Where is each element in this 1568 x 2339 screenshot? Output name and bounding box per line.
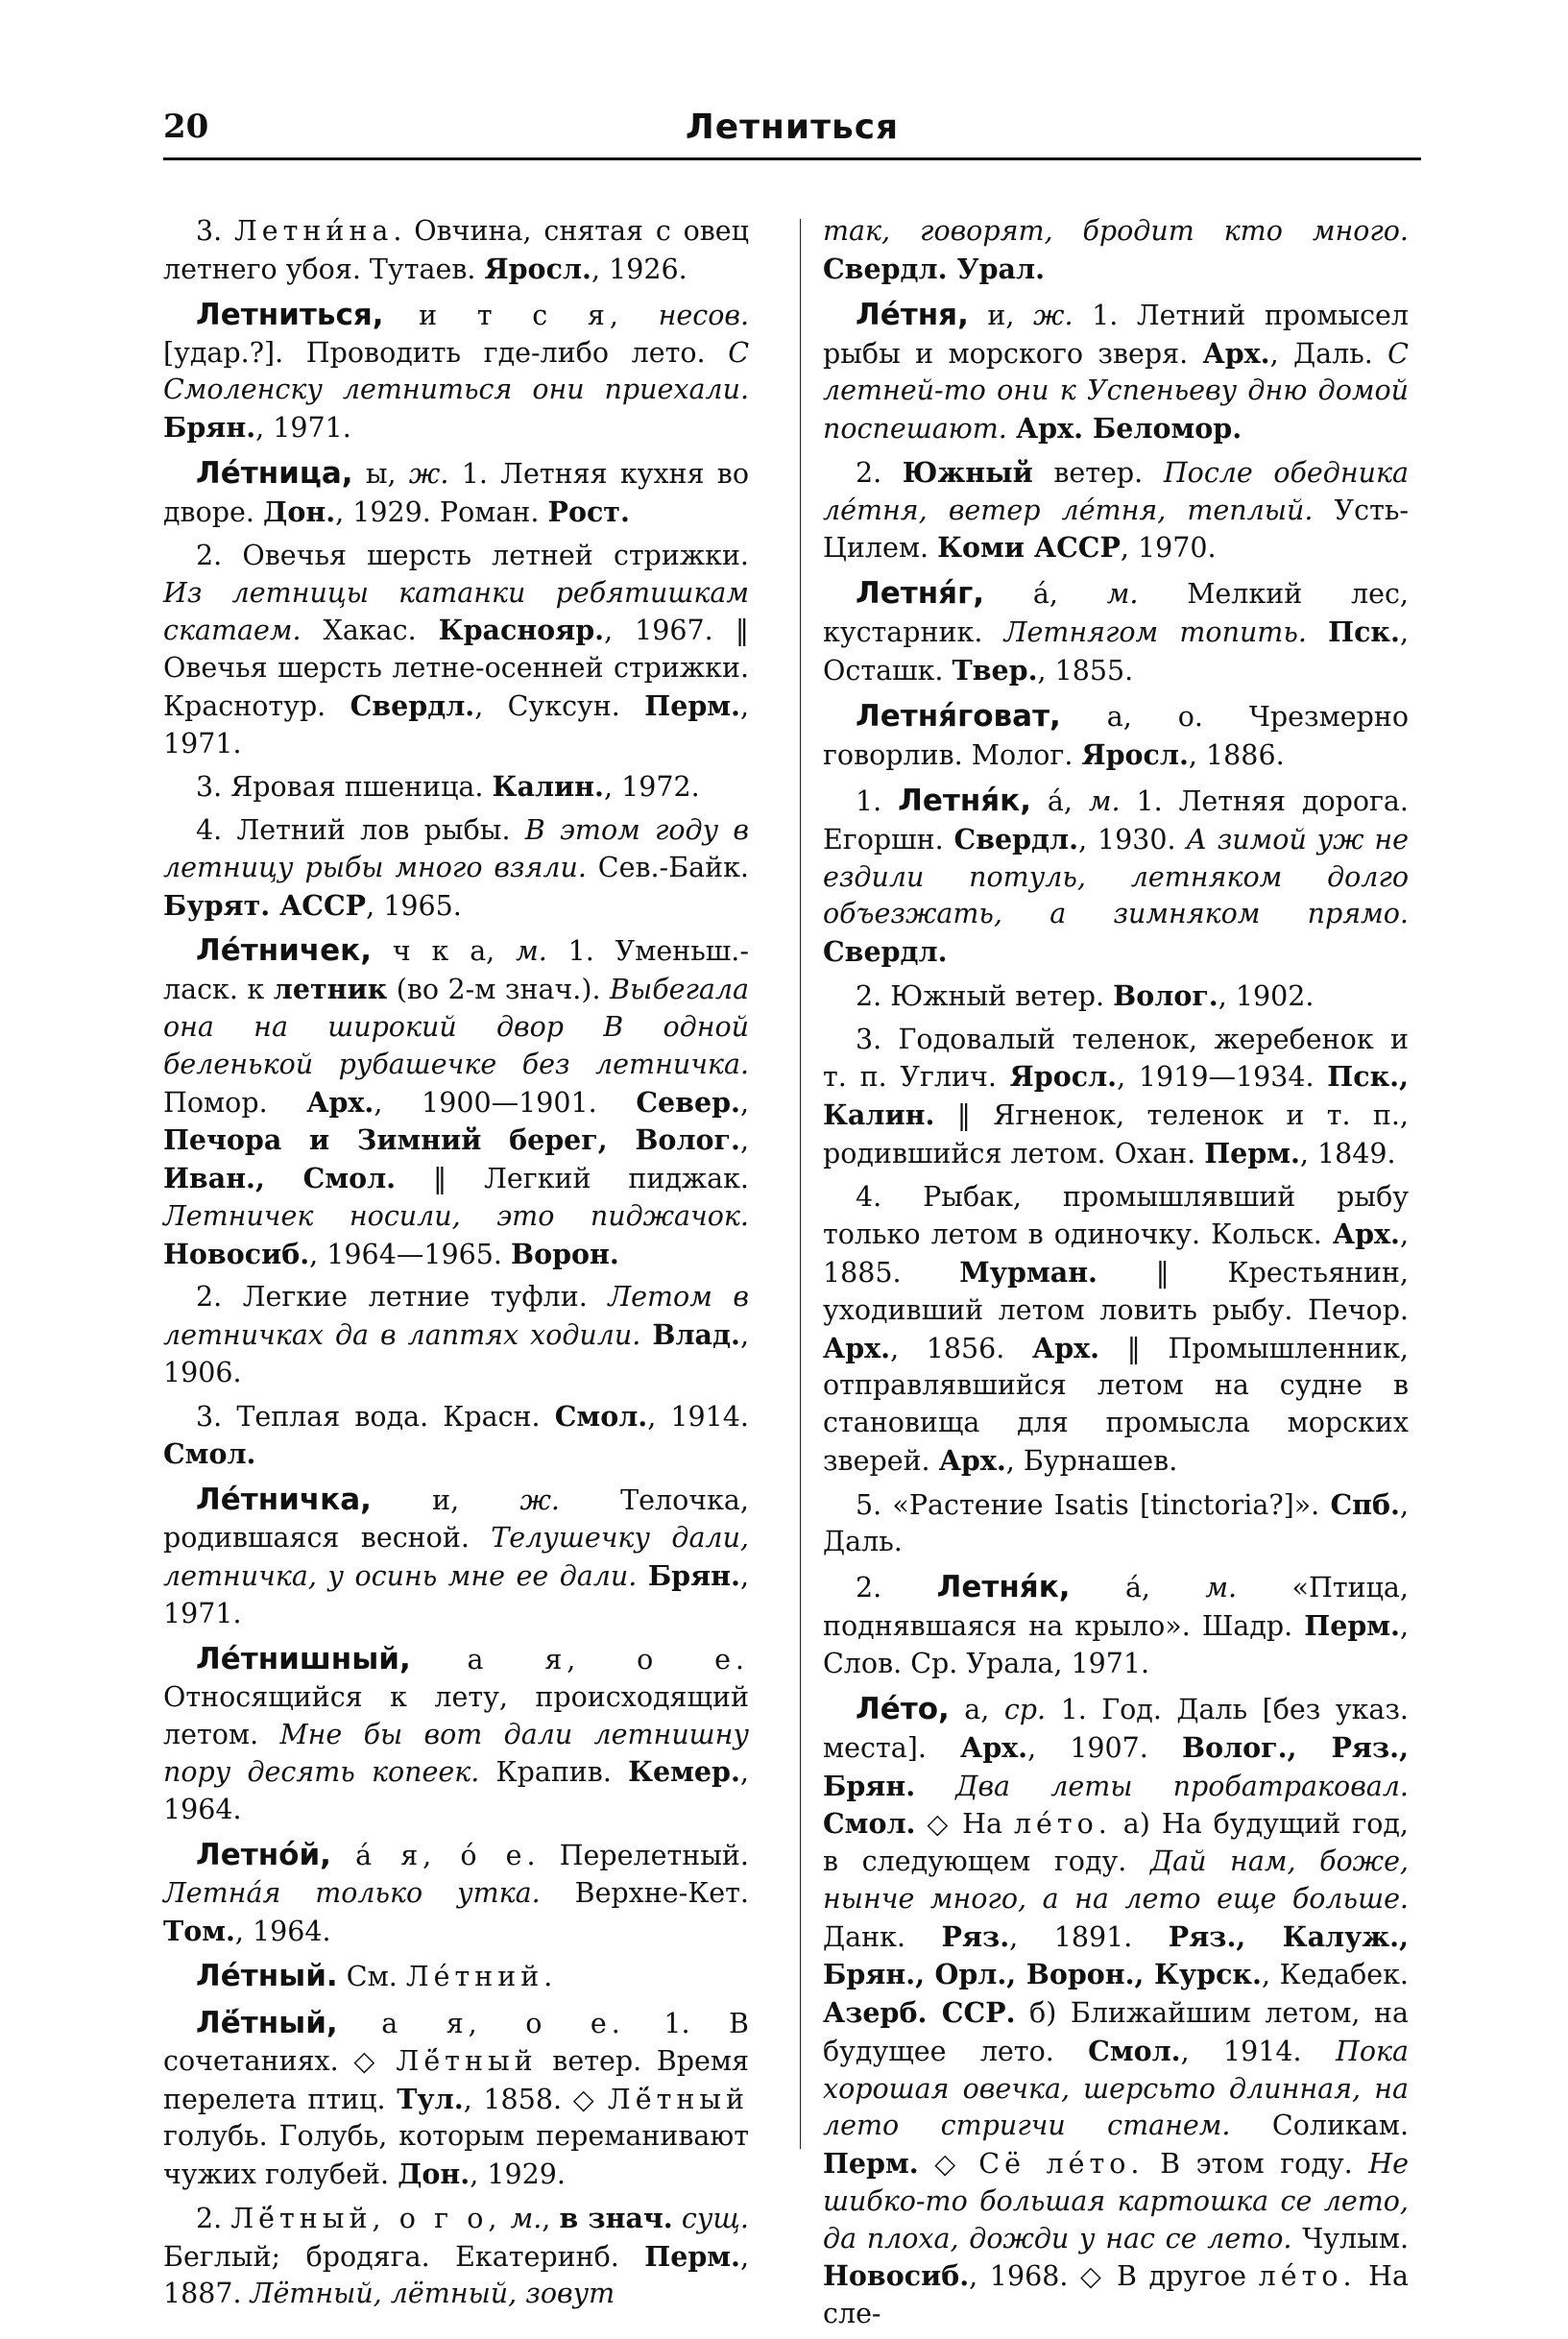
left-column xyxy=(163,213,749,2319)
entry-text: ж. xyxy=(1033,299,1073,331)
dictionary-entry xyxy=(823,781,1409,972)
entry-text: Ряз., Калуж., Брян., Орл., Ворон., Курск. xyxy=(823,1919,1410,1991)
entry-text: а) На будущий год, в следующем году. xyxy=(823,1808,1409,1878)
entry-text: , Суксун. xyxy=(474,689,645,722)
entry-text: Спб. xyxy=(1330,1487,1400,1521)
entry-text: (во 2-м знач.). xyxy=(387,974,611,1006)
entry-text: ы, xyxy=(352,457,409,490)
entry-text: Телушечку дали, летничка, у осинь мне ее дали. xyxy=(163,1522,749,1593)
entry-text: 2. Южный ветер. xyxy=(856,979,1114,1012)
dictionary-entry xyxy=(823,1689,1409,2333)
entry-text: , 1971. xyxy=(163,689,749,760)
entry-text: Печора и Зимний берег, Волог. xyxy=(163,1123,740,1157)
entry-text xyxy=(501,2203,510,2234)
entry-text: , 1902. xyxy=(1218,979,1315,1012)
entry-text xyxy=(637,1560,648,1592)
entry-text: 1. Летний промысел рыбы и морского зверя. xyxy=(823,299,1409,370)
headword: Ле́тня, xyxy=(856,297,969,332)
entry-text: Перелетный. xyxy=(540,1839,749,1871)
entry-text: Свердл. xyxy=(823,935,948,969)
entry-text: и т с я, xyxy=(383,299,659,331)
entry-text: Арх. xyxy=(1031,1331,1100,1364)
entry-text: Перм. xyxy=(823,2147,919,2181)
entry-text: Коми АССР xyxy=(937,531,1121,565)
entry-text: Мелкий лес, кустарник. xyxy=(823,578,1409,649)
entry-text: ветер. xyxy=(1032,456,1164,489)
entry-text: , 1858. ◇ xyxy=(463,2083,608,2115)
entry-text: Пск. xyxy=(1328,615,1400,649)
headword: Летня́говат, xyxy=(856,698,1061,734)
entry-text: Свердл. xyxy=(350,688,475,722)
entry-text: Арх. xyxy=(823,1331,891,1364)
entry-text: Соликам. xyxy=(1230,2110,1410,2142)
entry-text: м. xyxy=(1205,1572,1238,1604)
entry-text: , 1891. xyxy=(1009,1920,1169,1953)
entry-text: Лётный, лётный, зовут xyxy=(250,2278,615,2310)
column-divider xyxy=(800,219,801,2149)
entry-text: так, говорят, бродит кто много. xyxy=(823,215,1409,247)
entry-text: , 1907. xyxy=(1027,1731,1182,1764)
entry-text: ж. xyxy=(408,457,449,490)
entry-text: Тул. xyxy=(397,2082,464,2115)
entry-text: «Птица, поднявшаяся на крыло». Шадр. xyxy=(823,1572,1409,1643)
entry-text: 1. Летняя кухня во дворе. xyxy=(163,457,749,529)
entry-text: 4. Рыбак, промышлявший рыбу только летом в одиночку. Кольск. xyxy=(823,1180,1409,1251)
entry-text: 5. «Растение Isatis [tinctoria?]». xyxy=(856,1488,1331,1521)
entry-text: , 1965. xyxy=(366,889,462,922)
entry-text: ср. xyxy=(1003,1693,1047,1725)
entry-text: м. xyxy=(516,935,547,968)
entry-text: Летом в летничках да в лаптях ходили. xyxy=(163,1281,750,1352)
dictionary-entry xyxy=(823,213,1409,289)
entry-text: Сё ле́то. xyxy=(978,2148,1145,2181)
entry-text: а я, о е. xyxy=(410,1643,749,1676)
dictionary-entry xyxy=(823,454,1409,567)
entry-text: а́, xyxy=(1070,1572,1206,1604)
entry-text: Выбегала она на широкий двор В одной беленькой рубашечке без летничка. xyxy=(163,974,749,1080)
entry-text: Помор. xyxy=(163,1086,307,1119)
entry-text: , 1929. Роман. xyxy=(335,496,548,529)
entry-text xyxy=(640,1319,652,1351)
right-column xyxy=(823,213,1409,2339)
entry-text: и, xyxy=(968,299,1034,331)
dictionary-entry xyxy=(163,1398,749,1475)
entry-text: Рост. xyxy=(547,495,630,529)
headword: Ле́тничка, xyxy=(196,1483,372,1518)
entry-text: Не шибко-то большая картошка се лето, да плоха, дожди у нас се лето. xyxy=(823,2148,1410,2255)
dictionary-entry xyxy=(823,295,1409,448)
entry-text: Летнягом топить. xyxy=(1003,616,1307,649)
entry-text: ж. xyxy=(519,1484,560,1517)
entry-text: В этом году. xyxy=(1144,2148,1369,2181)
entry-text: , Даль. xyxy=(823,1488,1409,1558)
dictionary-entry xyxy=(163,295,749,447)
entry-text: м. xyxy=(1106,578,1139,611)
entry-text: Относящийся к лету, происходящий летом. xyxy=(163,1680,749,1750)
entry-text: Иван., Смол. xyxy=(163,1162,397,1195)
entry-text: Летни́на xyxy=(234,215,394,247)
dictionary-entry xyxy=(163,930,749,1273)
dictionary-entry xyxy=(163,2200,749,2313)
entry-text: Телочка, родившаяся весной. xyxy=(163,1484,749,1555)
entry-text: , 1971. xyxy=(163,1560,749,1629)
entry-text: 2. Легкие летние туфли. xyxy=(196,1281,609,1314)
headword: Ле́тничек, xyxy=(196,933,373,969)
page-header xyxy=(163,108,1421,160)
entry-text: Влад. xyxy=(652,1318,740,1352)
entry-text: Перм. xyxy=(644,688,740,722)
entry-text: 2. xyxy=(856,456,903,489)
entry-text: В этом году в летницу рыбы много взяли. xyxy=(163,814,750,883)
entry-text: Брян. xyxy=(647,1559,740,1593)
headword: Летно́й, xyxy=(196,1837,331,1872)
headword: Летня́г, xyxy=(856,576,985,612)
entry-text: 3. Годовалый теленок, жеребенок и т. п. Углич. xyxy=(823,1023,1409,1094)
entry-text: Кемер. xyxy=(628,1755,740,1789)
entry-text: Перм. xyxy=(644,2239,740,2273)
dictionary-entry xyxy=(823,1486,1409,1562)
entry-text: Смол. xyxy=(554,1399,648,1433)
entry-text: Смол. xyxy=(823,1807,916,1841)
entry-text: Верхне-Кет. xyxy=(540,1876,749,1909)
entry-text: Калин. xyxy=(492,770,604,804)
entry-text: Из летницы катанки ребятишкам скатаем. xyxy=(163,576,749,647)
entry-text: , 1972. xyxy=(603,771,700,804)
dictionary-entry xyxy=(163,538,749,763)
dictionary-entry xyxy=(823,1179,1409,1481)
entry-text: ◇ xyxy=(918,2148,979,2181)
entry-text: Летна́я только утка. xyxy=(163,1876,541,1909)
entry-text xyxy=(1007,413,1016,445)
entry-text: Волог., Ряз., Брян. xyxy=(823,1730,1409,1802)
entry-text: Пока хорошая овечка, шерсьто длинная, на лето стригчи станем. xyxy=(823,2035,1409,2142)
entry-text: 3. Теплая вода. Красн. xyxy=(196,1400,555,1433)
headword: Ле́тнишный, xyxy=(196,1641,411,1676)
entry-text: ‖ Ягненок, теленок и т. п., родившийся летом. Охан. xyxy=(823,1099,1409,1170)
entry-text: 2. xyxy=(856,1572,937,1604)
entry-text: а́ я, о́ е. xyxy=(330,1839,541,1871)
entry-text: Бурят. АССР xyxy=(163,888,367,922)
entry-text: , 1964—1965. xyxy=(309,1238,511,1270)
entry-text: Арх. Беломор. xyxy=(1015,412,1242,446)
entry-text: 1. Летняя дорога. Егоршн. xyxy=(823,784,1409,856)
entry-text: Ле́тний. xyxy=(405,1961,558,1993)
entry-text: , 1919—1934. xyxy=(1117,1061,1328,1094)
headword: Ле́тный. xyxy=(196,1959,338,1994)
entry-text: , 1900—1901. xyxy=(374,1086,637,1119)
entry-text: Яросл. xyxy=(1081,737,1189,771)
entry-text: , 1968. ◇ В другое xyxy=(969,2260,1259,2293)
entry-text: Мне бы вот дали летнишну пору десять копеек. xyxy=(163,1718,749,1789)
entry-text: [удар.?]. Проводить где-либо лето. xyxy=(163,336,729,369)
entry-text: ‖ Промышленник, отправлявшийся летом на судне в становища для промысла морских зверей. xyxy=(823,1332,1409,1477)
entry-text: Новосиб. xyxy=(163,1237,310,1270)
entry-text: Смол. xyxy=(163,1437,256,1471)
entry-text: ле́то. xyxy=(1013,1808,1112,1841)
entry-text: , Слов. Ср. Урала, 1971. xyxy=(823,1610,1409,1680)
entry-text: Свердл. Урал. xyxy=(823,252,1046,285)
entry-text: А зимой уж не ездили потуль, летняком долго объезжать, а зимняком прямо. xyxy=(823,823,1409,930)
entry-text: ‖ Легкий пиджак. xyxy=(396,1163,749,1195)
entry-text: м. xyxy=(510,2202,543,2234)
dictionary-entry xyxy=(163,213,749,289)
headword: Летниться, xyxy=(196,297,384,332)
entry-text: Новосиб. xyxy=(823,2259,970,2293)
entry-text: голубь. Голубь, которым переманивают чужих голубей. xyxy=(163,2120,749,2190)
entry-text: Дон. xyxy=(262,495,336,529)
entry-text: в знач. xyxy=(559,2201,673,2234)
dictionary-entry xyxy=(163,1480,749,1632)
entry-text: , xyxy=(542,2202,560,2234)
dictionary-entry xyxy=(163,453,749,532)
entry-text: Арх. xyxy=(938,1443,1006,1477)
entry-text: Усть-Цилем. xyxy=(823,494,1409,565)
entry-text: , Бурнашев. xyxy=(1005,1444,1178,1477)
entry-text: , 1930. xyxy=(1078,823,1187,856)
entry-text: , xyxy=(739,1124,749,1157)
entry-text: 2. Овечья шерсть летней стрижки. xyxy=(196,539,749,571)
entry-text: , 1964. xyxy=(163,1756,749,1826)
entry-text: Лё́тный, о г о, xyxy=(230,2202,502,2234)
entry-text: 3. Яровая пшеница. xyxy=(196,771,493,804)
entry-text: Сев.-Байк. xyxy=(586,851,749,883)
running-title: Летниться xyxy=(685,108,900,147)
entry-text: , 1964. xyxy=(234,1915,331,1947)
entry-text: а́, xyxy=(984,578,1107,611)
entry-text: б) Ближайшим летом, на будущее лето. xyxy=(823,1997,1409,2067)
entry-text: , 1914. xyxy=(1180,2035,1336,2067)
entry-text: Летничек носили, это пиджачок. xyxy=(163,1199,749,1232)
entry-text: , 1855. xyxy=(1037,655,1134,687)
entry-text: а я, о е. xyxy=(337,2007,625,2039)
entry-text: Пск., Калин. xyxy=(823,1060,1409,1132)
entry-text: Беглый; бродяга. Екатеринб. xyxy=(163,2240,645,2273)
entry-text: Краснояр. xyxy=(438,614,605,647)
entry-text: 1. Уменьш.-ласк. к xyxy=(163,935,749,1006)
entry-text: Арх. xyxy=(960,1730,1028,1764)
entry-text: Смол. xyxy=(1088,2034,1181,2067)
entry-text: Яросл. xyxy=(484,252,591,285)
entry-text: Арх. xyxy=(306,1085,374,1119)
dictionary-entry xyxy=(823,1567,1409,1683)
entry-text: 1. xyxy=(856,784,899,817)
dictionary-entry xyxy=(163,2003,749,2194)
entry-text: Лё́тный xyxy=(396,2044,538,2077)
entry-text: , Осташк. xyxy=(823,616,1409,687)
entry-text: Арх. xyxy=(1202,336,1270,370)
entry-text: См. xyxy=(337,1961,406,1993)
entry-text: сущ. xyxy=(681,2202,749,2234)
entry-text: летник xyxy=(273,973,388,1006)
dictionary-entry xyxy=(163,1279,749,1391)
entry-text: 1. Год. Даль [без указ. места]. xyxy=(823,1693,1409,1764)
entry-text: , 1886. xyxy=(1188,738,1285,771)
entry-text: Волог. xyxy=(1113,978,1218,1012)
entry-text: Север. xyxy=(636,1085,740,1119)
headword: Летня́к, xyxy=(898,783,1031,818)
entry-text: 3. xyxy=(196,215,234,247)
entry-text: Твер. xyxy=(952,654,1038,687)
entry-text: , 1914. xyxy=(647,1400,749,1433)
entry-text: ◇ На xyxy=(915,1808,1014,1841)
entry-text: Свердл. xyxy=(953,822,1079,856)
entry-text: а, о. Чрезмерно говорлив. Молог. xyxy=(823,700,1409,771)
entry-text: Южный xyxy=(902,455,1033,489)
entry-text: , 1906. xyxy=(163,1319,749,1388)
dictionary-entry xyxy=(823,696,1409,775)
entry-text: 2. xyxy=(196,2202,231,2234)
entry-text: Ворон. xyxy=(510,1237,619,1270)
dictionary-entry xyxy=(163,1835,749,1951)
entry-text: Ряз. xyxy=(941,1919,1010,1953)
entry-text xyxy=(673,2203,682,2234)
entry-text: Мурман. xyxy=(959,1256,1098,1290)
entry-text: Крапив. xyxy=(479,1756,629,1789)
entry-text: ‖ Крестьянин, уходивший летом ловить рыбу. Печор. xyxy=(823,1257,1409,1326)
entry-text: Дай нам, боже, нынче много, а на лето еще больше. xyxy=(823,1845,1409,1915)
entry-text: , 1971. xyxy=(255,412,351,445)
entry-text: Хакас. xyxy=(301,615,439,647)
dictionary-entry xyxy=(163,1639,749,1829)
entry-text xyxy=(1307,616,1328,648)
entry-text: 1. В сочетаниях. ◇ xyxy=(163,2007,749,2077)
entry-text: , 1926. xyxy=(591,253,688,285)
entry-text: , 1856. xyxy=(890,1332,1032,1364)
entry-text: Том. xyxy=(163,1914,235,1947)
entry-text: Азерб. ССР. xyxy=(823,1996,1016,2030)
entry-text: а́, xyxy=(1031,784,1089,817)
headword: Ле́тница, xyxy=(196,455,353,491)
entry-text: После обедника ле́тня, ветер ле́тня, теплый. xyxy=(823,456,1409,526)
dictionary-entry xyxy=(823,573,1409,690)
entry-text: , xyxy=(739,1086,749,1119)
entry-text: На сле- xyxy=(823,2260,1410,2330)
entry-text: , 1970. xyxy=(1120,532,1217,565)
entry-text: , 1929. xyxy=(470,2158,566,2190)
dictionary-entry xyxy=(823,977,1409,1016)
entry-text: Арх. xyxy=(1332,1218,1400,1251)
entry-text: а, xyxy=(949,1693,1004,1725)
entry-text: ле́то. xyxy=(1258,2260,1357,2293)
headword: Летня́к, xyxy=(936,1570,1071,1605)
entry-text: Чулым. xyxy=(1291,2222,1410,2255)
entry-text: несов. xyxy=(658,299,749,331)
entry-text: , 1885. xyxy=(823,1218,1409,1290)
entry-text: , 1887. xyxy=(163,2240,749,2310)
entry-text: С летней-то они к Успеньеву дню домой поспешают. xyxy=(823,337,1409,446)
entry-text: Лё́тный xyxy=(607,2083,750,2115)
entry-text: ветер. Время перелета птиц. xyxy=(163,2044,749,2115)
entry-text: м. xyxy=(1088,784,1121,817)
entry-text: , 1849. xyxy=(1299,1137,1396,1170)
entry-text: Дон. xyxy=(398,2158,470,2190)
entry-text: Два леты пробатраковал. xyxy=(955,1770,1409,1802)
headword: Лё́тный, xyxy=(196,2005,338,2040)
dictionary-entry xyxy=(823,1022,1409,1173)
entry-text: Перм. xyxy=(1204,1136,1300,1170)
dictionary-entry xyxy=(163,812,749,925)
entry-text: Данк. xyxy=(823,1920,942,1953)
page-number: 20 xyxy=(163,108,209,146)
entry-text: Брян. xyxy=(163,411,256,445)
dictionary-entry xyxy=(163,768,749,807)
entry-text: Перм. xyxy=(1304,1609,1400,1643)
entry-text: С Смоленску летниться они приехали. xyxy=(163,336,749,406)
entry-text: , Кедабек. xyxy=(1261,1959,1409,1991)
entry-text: Яросл. xyxy=(1009,1060,1118,1094)
entry-text xyxy=(915,1771,955,1802)
entry-text: и, xyxy=(371,1484,520,1517)
entry-text: ч к а, xyxy=(372,935,517,968)
entry-text: . Овчина, снятая с овец летнего убоя. Тутаев. xyxy=(163,215,749,285)
entry-text: 4. Летний лов рыбы. xyxy=(196,814,525,847)
entry-text: , 1967. ‖ Овечья шерсть летне-осенней стрижки. Краснотур. xyxy=(163,615,749,722)
dictionary-entry xyxy=(163,1956,749,1996)
entry-text: , Даль. xyxy=(1269,337,1388,370)
headword: Ле́то, xyxy=(856,1691,950,1726)
